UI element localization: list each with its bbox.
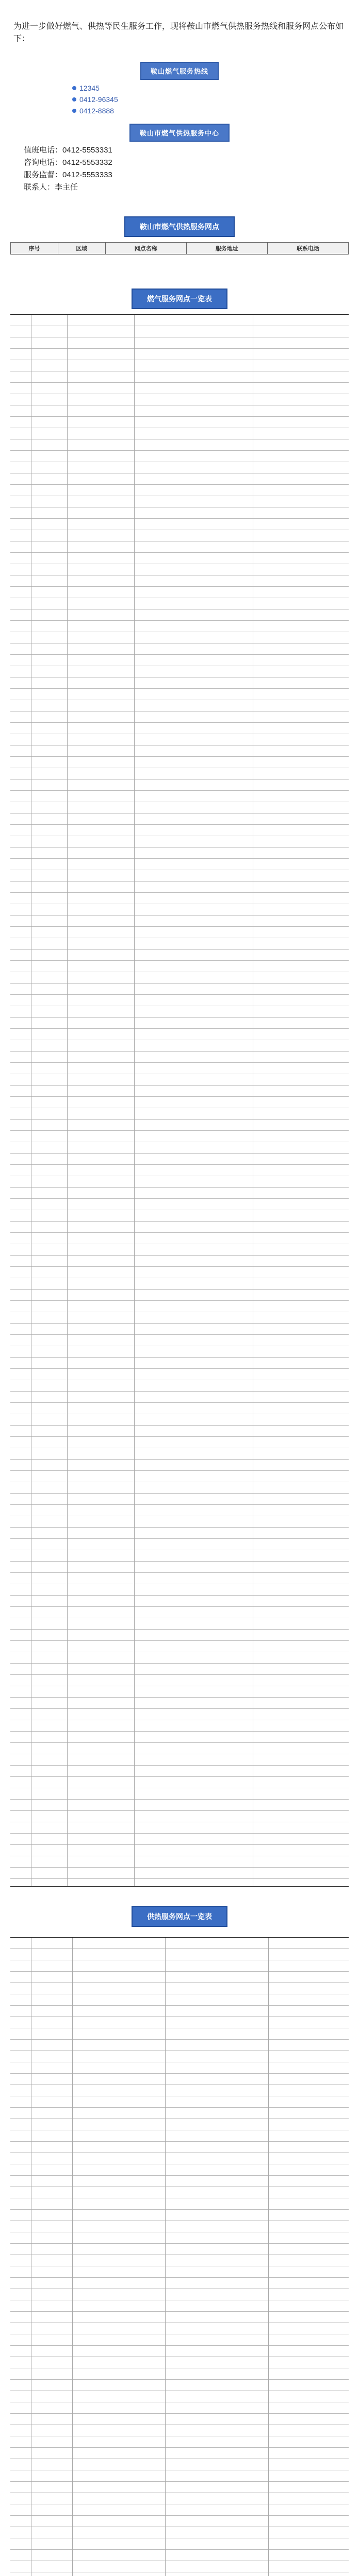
hotline-value[interactable]: 0412-8888 <box>79 107 114 115</box>
contact-line: 咨询电话：0412-5553332 <box>24 158 112 167</box>
section2-header <box>132 289 227 309</box>
hotline-value[interactable]: 0412-96345 <box>79 95 118 104</box>
hotline-value[interactable]: 12345 <box>79 84 100 92</box>
section3-title: 供热服务网点一览表 <box>132 1906 227 1927</box>
hotline-row <box>72 105 289 116</box>
heating-service-grid <box>10 1937 349 2576</box>
column-header: 联系电话 <box>267 243 348 255</box>
phone-icon <box>72 97 76 101</box>
column-header: 服务地址 <box>186 243 267 255</box>
column-header: 区域 <box>58 243 105 255</box>
contact-line: 值班电话：0412-5553331 <box>24 146 112 155</box>
hotline-list <box>72 82 289 116</box>
center-banner: 鞍山市燃气供热服务中心 <box>129 124 230 142</box>
section1-title: 鞍山市燃气供热服务网点 <box>124 216 235 237</box>
summary-table <box>10 242 349 255</box>
column-header: 网点名称 <box>105 243 186 255</box>
section1-header <box>124 216 235 237</box>
hotline-row <box>72 82 289 94</box>
phone-icon <box>72 86 76 90</box>
section3-header <box>132 1906 227 1927</box>
section2-title: 燃气服务网点一览表 <box>132 289 227 309</box>
hotline-banner: 鞍山燃气服务热线 <box>140 62 219 80</box>
hotline-row <box>72 94 289 105</box>
contact-line: 服务监督：0412-5553333 <box>24 171 112 179</box>
phone-icon <box>72 109 76 113</box>
contact-block <box>24 144 333 194</box>
column-header: 序号 <box>11 243 58 255</box>
contact-person: 联系人：李主任 <box>24 183 78 192</box>
intro-text: 为进一步做好燃气、供热等民生服务工作，现将鞍山市燃气供热服务热线和服务网点公布如下： <box>13 22 344 43</box>
table-header-row <box>11 243 349 255</box>
gas-service-grid <box>10 314 349 1887</box>
